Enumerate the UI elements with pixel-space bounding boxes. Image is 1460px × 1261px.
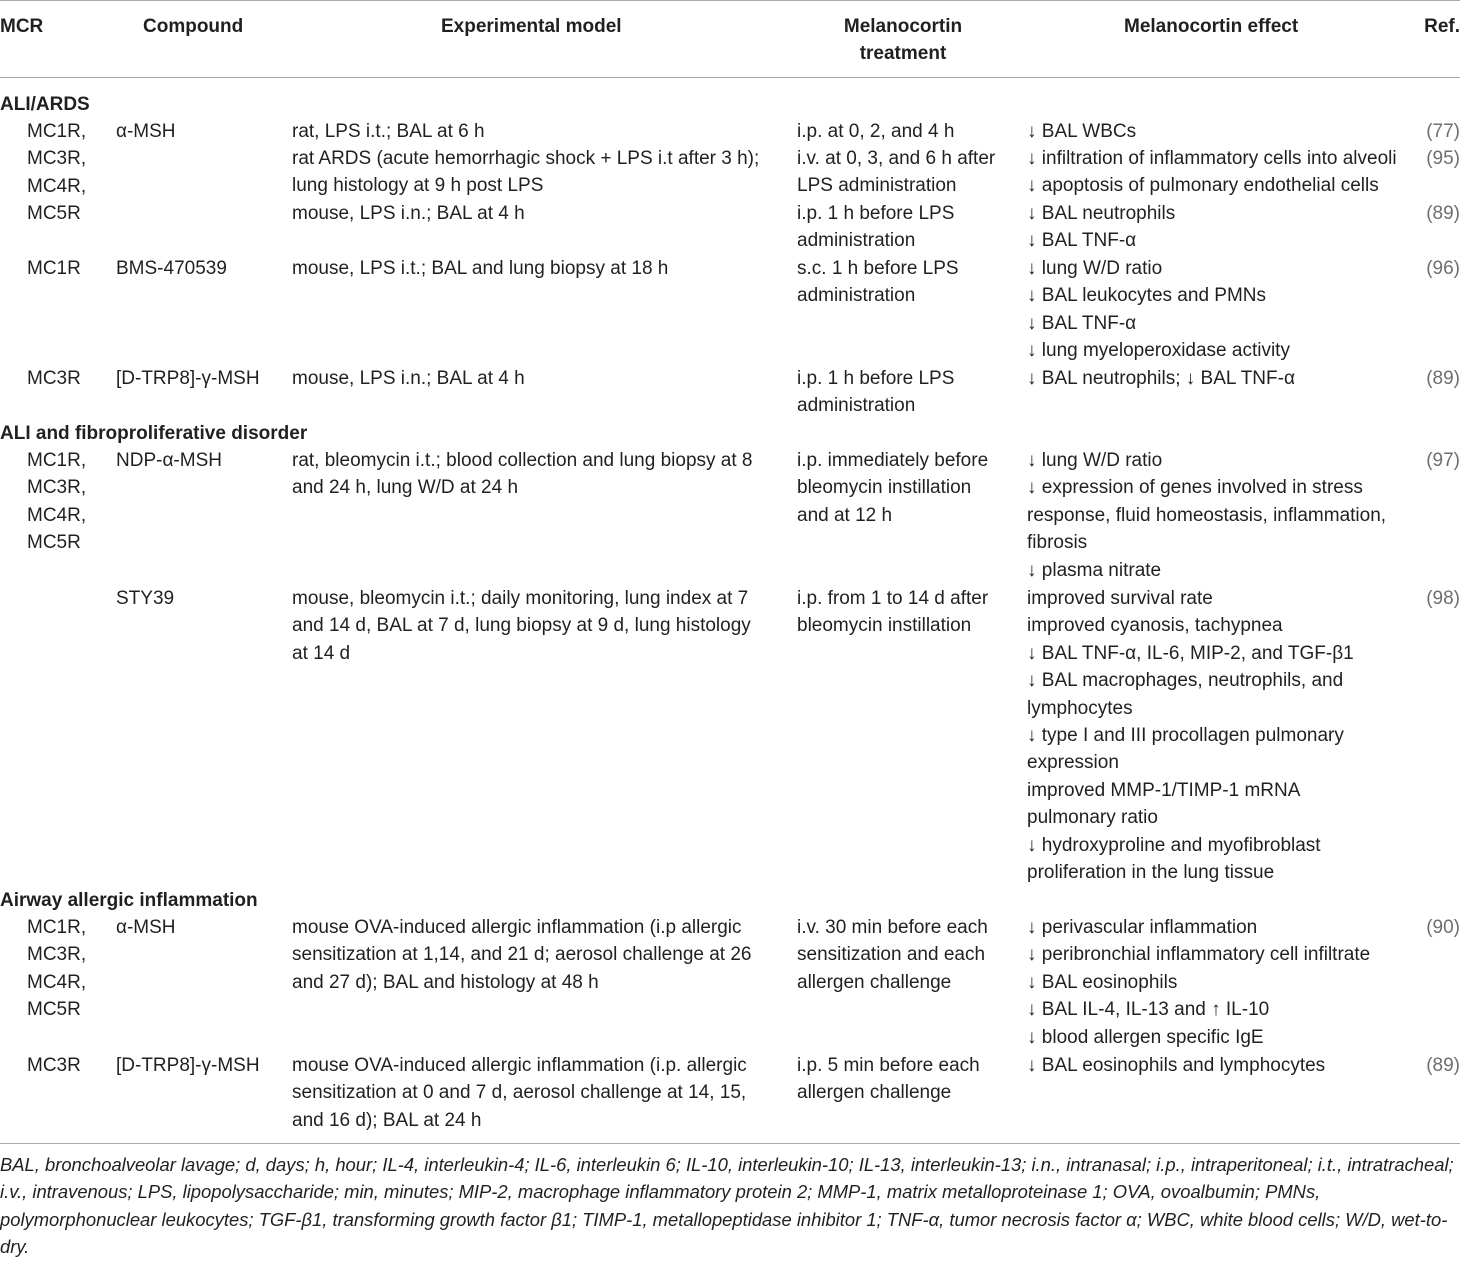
cell-mcr: MC1R, MC3R, MC4R, MC5R bbox=[27, 450, 87, 554]
cell-compound: NDP-α-MSH bbox=[116, 450, 222, 471]
header-model: Experimental model bbox=[441, 16, 622, 37]
cell-mcr: MC1R bbox=[27, 258, 81, 279]
cell-ref: (89) bbox=[1426, 203, 1460, 224]
cell-treatment: i.p. immediately before bleomycin instillation and at 12 h bbox=[797, 450, 989, 526]
cell-treatment: i.v. at 0, 3, and 6 h after LPS administration bbox=[797, 148, 996, 197]
cell-effect: ↓ BAL WBCs bbox=[1027, 121, 1137, 142]
cell-mcr: MC1R, MC3R, MC4R, MC5R bbox=[27, 121, 87, 225]
cell-effect: ↓ BAL neutrophils ↓ BAL TNF-α bbox=[1027, 203, 1176, 252]
cell-compound: [D-TRP8]-γ-MSH bbox=[116, 368, 260, 389]
cell-ref: (77) bbox=[1426, 121, 1460, 142]
cell-effect: ↓ BAL neutrophils; ↓ BAL TNF-α bbox=[1027, 368, 1295, 389]
header-ref: Ref. bbox=[1424, 16, 1460, 37]
cell-treatment: i.p. from 1 to 14 d after bleomycin instillation bbox=[797, 588, 989, 637]
cell-effect: ↓ lung W/D ratio ↓ BAL leukocytes and PMNs ↓ BAL TNF-α ↓ lung myeloperoxidase activity bbox=[1027, 258, 1290, 362]
cell-model: mouse, LPS i.t.; BAL and lung biopsy at 18 h bbox=[292, 258, 669, 279]
table-top-rule bbox=[0, 0, 1460, 1]
cell-treatment: i.p. 1 h before LPS administration bbox=[797, 368, 955, 417]
section-title-ali-fibroproliferative: ALI and fibroproliferative disorder bbox=[0, 423, 308, 444]
cell-effect: ↓ infiltration of inflammatory cells into alveoli ↓ apoptosis of pulmonary endothelial cells bbox=[1027, 148, 1397, 197]
cell-model: mouse OVA-induced allergic inflammation (i.p. allergic sensitization at 0 and 7 d, aerosol challenge at 14, 15, and 16 d); BAL at 24 h bbox=[292, 1055, 747, 1131]
cell-ref: (89) bbox=[1426, 1055, 1460, 1076]
cell-ref: (90) bbox=[1426, 917, 1460, 938]
cell-effect: improved survival rate improved cyanosis, tachypnea ↓ BAL TNF-α, IL-6, MIP-2, and TGF-β1 ↓ BAL macrophages, neutrophils, and lymphocytes ↓ type I and III procollagen pulmonary expression improved MMP-1/TIMP-1 mRNA pulmonary ratio ↓ hydroxyproline and myofibroblast proliferation in the lung tissue bbox=[1027, 588, 1354, 884]
cell-mcr: MC3R bbox=[27, 1055, 81, 1076]
cell-compound: α-MSH bbox=[116, 917, 176, 938]
cell-ref: (98) bbox=[1426, 588, 1460, 609]
cell-treatment: i.p. at 0, 2, and 4 h bbox=[797, 121, 955, 142]
cell-model: rat, bleomycin i.t.; blood collection and lung biopsy at 8 and 24 h, lung W/D at 24 h bbox=[292, 450, 753, 499]
cell-ref: (89) bbox=[1426, 368, 1460, 389]
cell-model: mouse OVA-induced allergic inflammation (i.p allergic sensitization at 1,14, and 21 d; aerosol challenge at 26 and 27 d); BAL and histology at 48 h bbox=[292, 917, 752, 993]
header-effect: Melanocortin effect bbox=[1124, 16, 1299, 37]
cell-treatment: i.p. 5 min before each allergen challenge bbox=[797, 1055, 980, 1104]
cell-effect: ↓ lung W/D ratio ↓ expression of genes involved in stress response, fluid homeostasis, inflammation, fibrosis ↓ plasma nitrate bbox=[1027, 450, 1387, 581]
cell-mcr: MC3R bbox=[27, 368, 81, 389]
cell-compound: [D-TRP8]-γ-MSH bbox=[116, 1055, 260, 1076]
cell-treatment: i.v. 30 min before each sensitization and each allergen challenge bbox=[797, 917, 988, 993]
section-title-ali-ards: ALI/ARDS bbox=[0, 94, 90, 115]
table-bottom-rule bbox=[0, 1143, 1460, 1144]
section-title-airway-allergic: Airway allergic inflammation bbox=[0, 890, 258, 911]
cell-effect: ↓ perivascular inflammation ↓ peribronchial inflammatory cell infiltrate ↓ BAL eosinophils ↓ BAL IL-4, IL-13 and ↑ IL-10 ↓ blood allergen specific IgE bbox=[1027, 917, 1371, 1048]
cell-ref: (97) bbox=[1426, 450, 1460, 471]
cell-compound: BMS-470539 bbox=[116, 258, 227, 279]
cell-mcr: MC1R, MC3R, MC4R, MC5R bbox=[27, 917, 87, 1021]
header-compound: Compound bbox=[143, 16, 244, 37]
header-treatment: Melanocortin treatment bbox=[843, 16, 963, 64]
cell-model: mouse, LPS i.n.; BAL at 4 h bbox=[292, 368, 525, 389]
header-mcr: MCR bbox=[0, 16, 44, 37]
cell-compound: STY39 bbox=[116, 588, 175, 609]
cell-ref: (96) bbox=[1426, 258, 1460, 279]
cell-effect: ↓ BAL eosinophils and lymphocytes bbox=[1027, 1055, 1326, 1076]
table-footnote: BAL, bronchoalveolar lavage; d, days; h, hour; IL-4, interleukin-4; IL-6, interleukin 6; IL-10, interleukin-10; IL-13, interleukin-13; i.n., intranasal; i.p., intraperitoneal; i.t., intratracheal; i.v., intravenous; LPS, lipopolysaccharide; min, minutes; MIP-2, macrophage inflammatory protein 2; MMP-1, matrix metalloproteinase 1; OVA, ovoalbumin; PMNs, polymorphonuclear leukocytes; TGF-β1, transforming growth factor β1; TIMP-1, metallopeptidase inhibitor 1; TNF-α, tumor necrosis factor α; WBC, white blood cells; W/D, wet-to-dry. bbox=[0, 1154, 1454, 1258]
cell-treatment: s.c. 1 h before LPS administration bbox=[797, 258, 959, 307]
cell-model: mouse, LPS i.n.; BAL at 4 h bbox=[292, 203, 525, 224]
cell-treatment: i.p. 1 h before LPS administration bbox=[797, 203, 955, 252]
cell-model: mouse, bleomycin i.t.; daily monitoring, lung index at 7 and 14 d, BAL at 7 d, lung biopsy at 9 d, lung histology at 14 d bbox=[292, 588, 751, 664]
header-rule bbox=[0, 77, 1460, 78]
cell-ref: (95) bbox=[1426, 148, 1460, 169]
cell-model: rat ARDS (acute hemorrhagic shock + LPS i.t after 3 h); lung histology at 9 h post LPS bbox=[292, 148, 760, 197]
cell-compound: α-MSH bbox=[116, 121, 176, 142]
cell-model: rat, LPS i.t.; BAL at 6 h bbox=[292, 121, 485, 142]
